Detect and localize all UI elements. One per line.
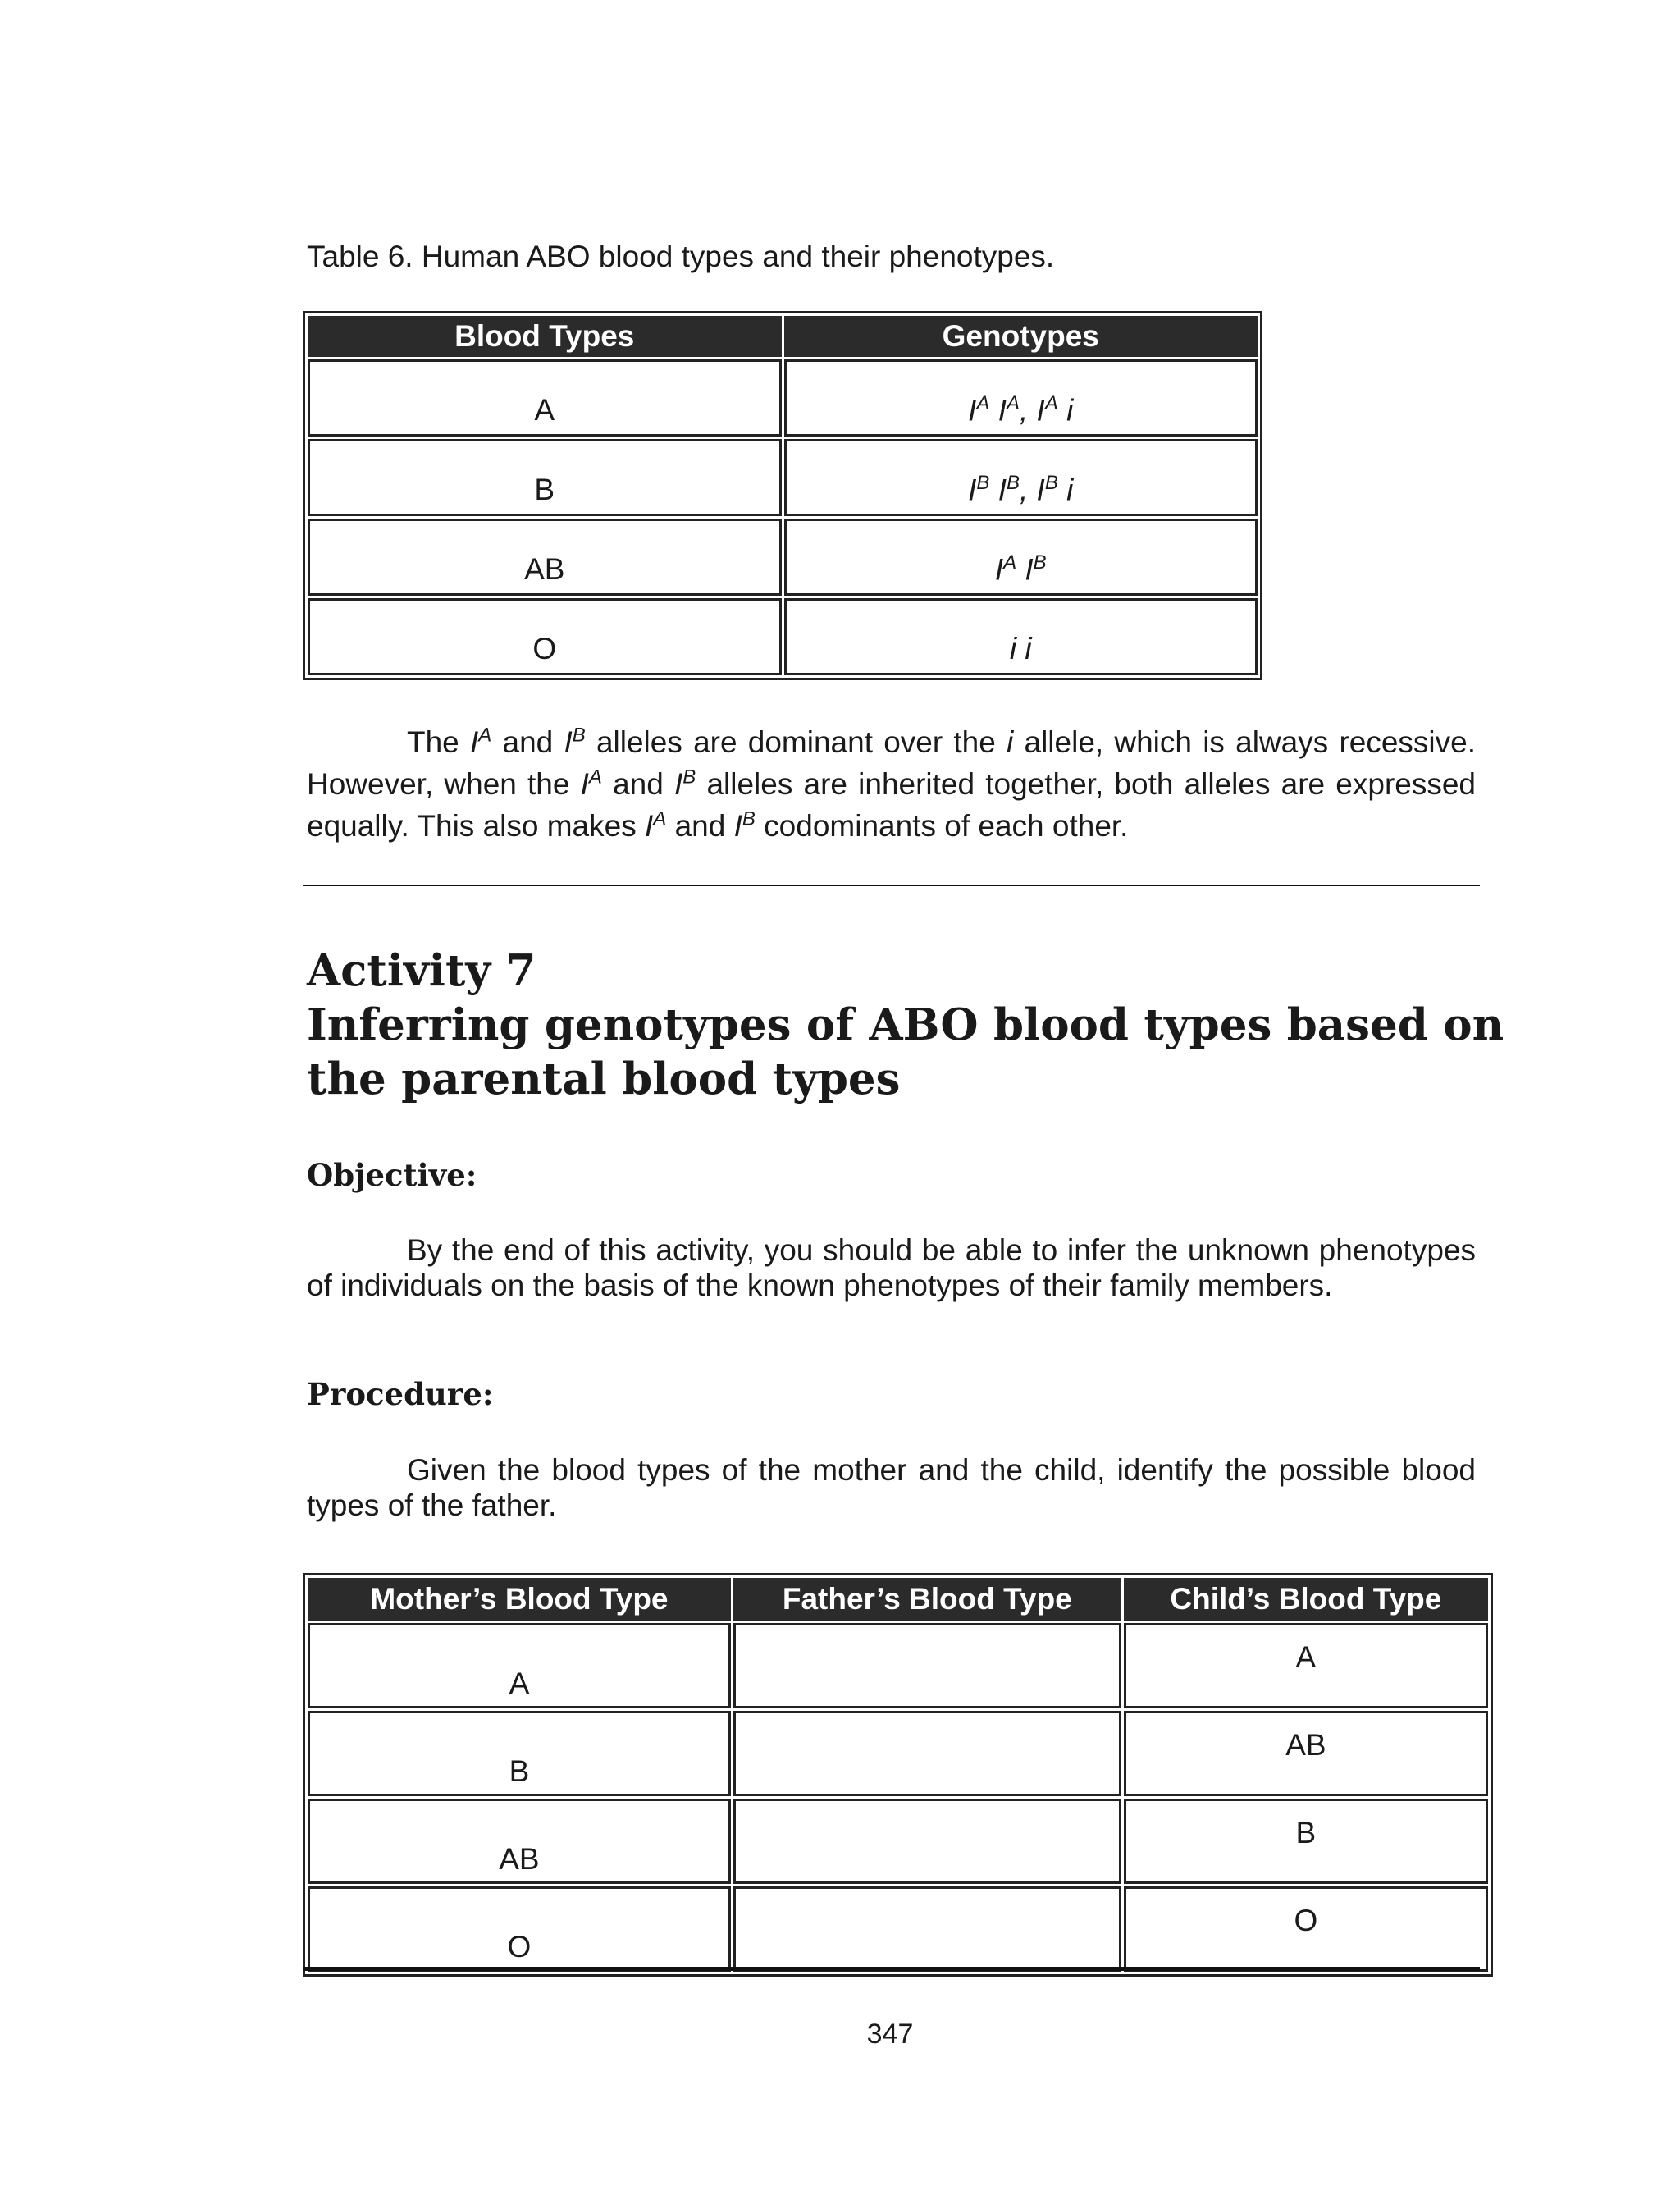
activity-number: Activity 7 [307, 945, 536, 996]
genotype-cell: $I^B$ $I^B$, $I^B$ i [784, 439, 1258, 516]
table-row [308, 519, 1258, 596]
header-blood-types: Blood Types [308, 316, 782, 357]
footer-divider [303, 1967, 1480, 1971]
table-row [308, 1711, 1488, 1796]
blood-type-cell: AB [308, 519, 782, 596]
header-mother: Mother’s Blood Type [308, 1578, 731, 1621]
header-genotypes: Genotypes [784, 316, 1258, 357]
procedure-text [307, 1452, 1476, 1523]
genotype-cell: $I^A$ $I^A$, $I^A$ i [784, 359, 1258, 437]
child-blood-type-cell: B [1124, 1799, 1488, 1884]
activity-title: Inferring genotypes of ABO blood types based on the parental blood types [307, 999, 1504, 1104]
mother-blood-type-cell: B [308, 1711, 731, 1796]
mother-blood-type-cell: A [308, 1623, 731, 1708]
blood-type-cell: A [308, 359, 782, 437]
blood-type-cell: O [308, 598, 782, 675]
header-child: Child’s Blood Type [1124, 1578, 1488, 1621]
child-blood-type-cell: O [1124, 1886, 1488, 1972]
section-divider [303, 885, 1480, 886]
table-row [308, 1886, 1488, 1972]
table-header-row [308, 316, 1258, 357]
mother-blood-type-cell: O [308, 1886, 731, 1972]
father-blood-type-cell[interactable] [733, 1711, 1121, 1796]
objective-text [307, 1232, 1476, 1303]
table-caption: Table 6. Human ABO blood types and their phenotypes. [307, 240, 1055, 273]
page-number: 347 [866, 2019, 914, 2050]
table-row [308, 439, 1258, 516]
objective-heading: Objective: [307, 1157, 477, 1193]
header-father: Father’s Blood Type [733, 1578, 1121, 1621]
genotype-cell: i i [784, 598, 1258, 675]
genotype-cell: $I^A$ $I^B$ [784, 519, 1258, 596]
table-row [308, 1799, 1488, 1884]
blood-type-cell: B [308, 439, 782, 516]
mother-blood-type-cell: AB [308, 1799, 731, 1884]
activity-table [303, 1573, 1493, 1977]
father-blood-type-cell[interactable] [733, 1623, 1121, 1708]
child-blood-type-cell: A [1124, 1623, 1488, 1708]
procedure-heading: Procedure: [307, 1376, 494, 1412]
father-blood-type-cell[interactable] [733, 1886, 1121, 1972]
codominance-paragraph: The $I^A$ and $I^B$ alleles are dominant over the i allele, which is always recessive. However, when the $I^A$ and $I^B$ alleles are inherited together, both alleles are expressed equally. This also makes $I^A$ and $I^B$ codominants of each other. [307, 724, 1477, 843]
table-row [308, 598, 1258, 675]
procedure-text-content: Given the blood types of the mother and the child, identify the possible blood types of the father. [307, 1453, 1476, 1522]
blood-types-table [303, 311, 1262, 680]
father-blood-type-cell[interactable] [733, 1799, 1121, 1884]
child-blood-type-cell: AB [1124, 1711, 1488, 1796]
table-header-row [308, 1578, 1488, 1621]
objective-text-content: By the end of this activity, you should be able to infer the unknown phenotypes of individuals on the basis of the known phenotypes of their family members. [307, 1233, 1476, 1302]
table-row [308, 359, 1258, 437]
table-row [308, 1623, 1488, 1708]
